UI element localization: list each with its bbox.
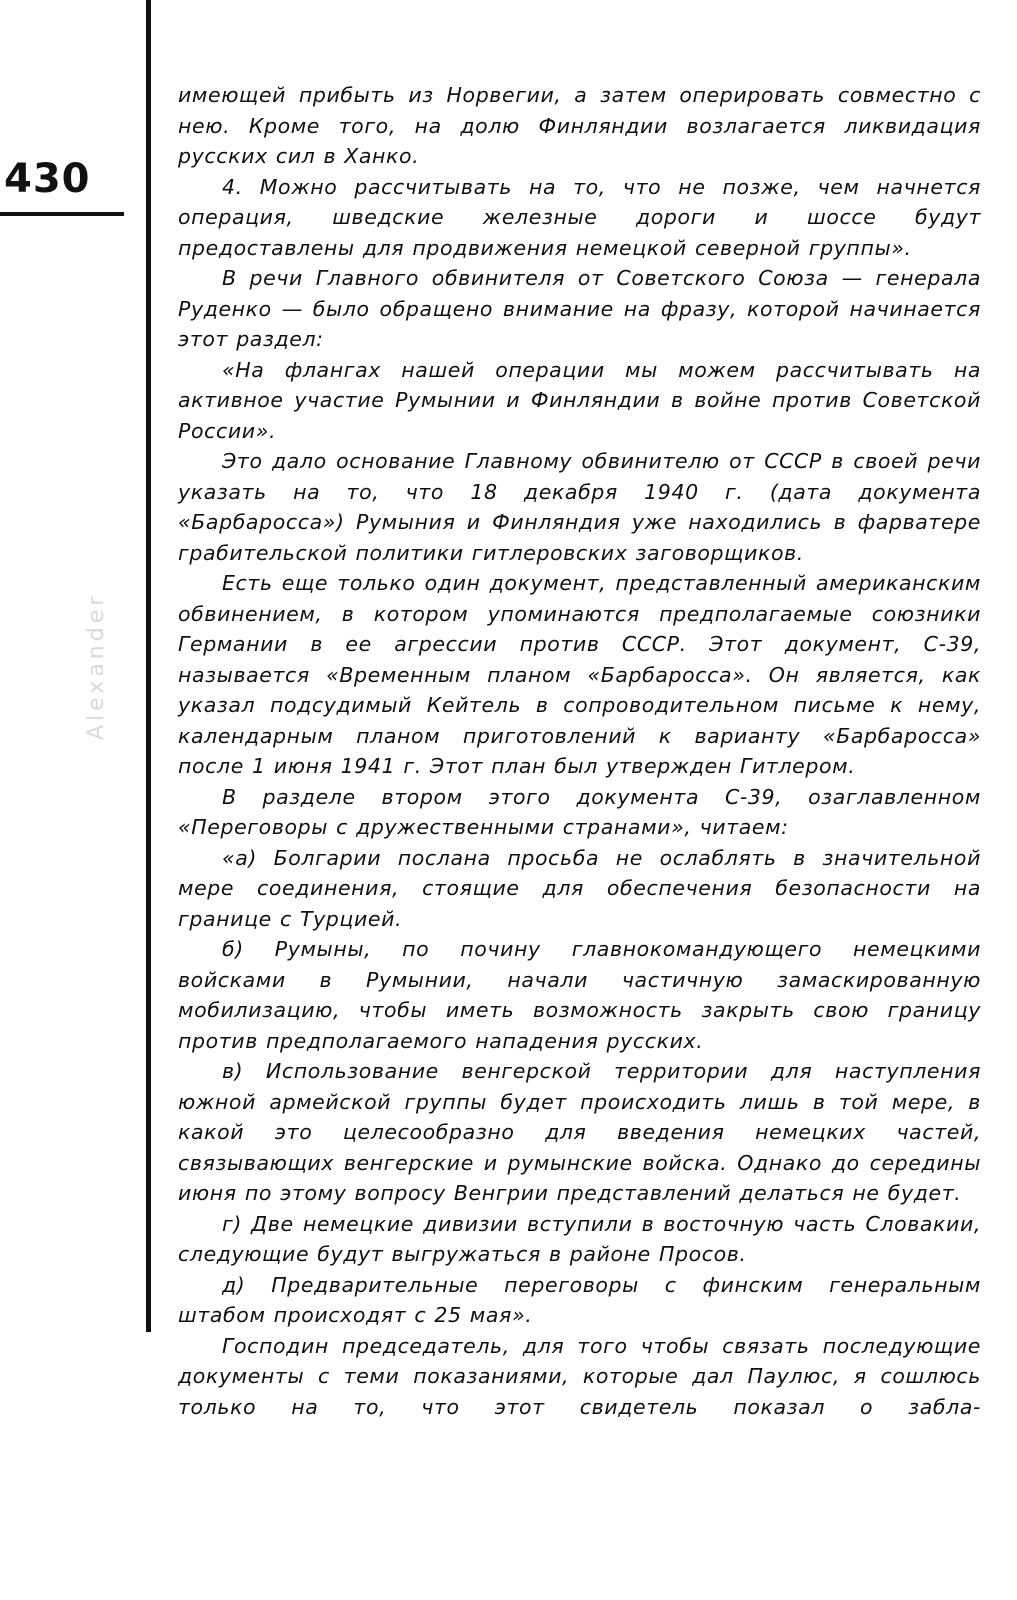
paragraph: Есть еще только один документ, представленный американским обвинением, в котором упоминаются предполагаемые союзники Германии в ее агрессии против СССР. Этот документ, С-39, называется «Временным планом «Барбаросса». Он является, как указал подсудимый Кейтель в сопроводительном письме к нему, календарным планом приготовлений к варианту «Барбаросса» после 1 июня 1941 г. Этот план был утвержден Гитлером. — [178, 571, 981, 778]
paragraph: В речи Главного обвинителя от Советского Союза — генерала Руденко — было обращено внимание на фразу, которой начинается этот раздел: — [178, 266, 981, 351]
margin-rule — [146, 0, 151, 1332]
quote-item-b: б) Румыны, по почину главнокомандующего немецкими войсками в Румынии, начали частичную замаскированную мобилизацию, чтобы иметь возможность закрыть свою границу против предполагаемого нападения русских. — [178, 937, 981, 1053]
paragraph: В разделе втором этого документа С-39, озаглавленном «Переговоры с дружественными странами», читаем: — [178, 784, 981, 839]
paragraph: имеющей прибыть из Норвегии, а затем оперировать совместно с нею. Кроме того, на долю Финляндии возлагается ликвидация русских сил в Ханко. — [178, 83, 981, 168]
page-number-rule — [0, 212, 124, 216]
page-number: 430 — [4, 156, 91, 202]
quote-paragraph: «На флангах нашей операции мы можем рассчитывать на активное участие Румынии и Финляндии в войне против Советской России». — [178, 357, 981, 443]
quote-item-g: г) Две немецкие дивизии вступили в восточную часть Словакии, следующие будут выгружаться в районе Просов. — [178, 1211, 981, 1266]
quote-item-v: в) Использование венгерской территории для наступления южной армейской группы будет происходить лишь в той мере, в какой это целесообразно для введения немецких частей, связывающих венгерские и румынские войска. Однако до середины июня по этому вопросу Венгрии представлений делаться не будет. — [178, 1059, 981, 1205]
paragraph: Это дало основание Главному обвинителю от СССР в своей речи указать на то, что 18 декабря 1940 г. (дата документа «Барбаросса») Румыния и Финляндия уже находились в фарватере грабительской политики гитлеровских заговорщиков. — [178, 449, 981, 565]
paragraph: 4. Можно рассчитывать на то, что не позже, чем начнется операция, шведские железные дороги и шоссе будут предоставлены для продвижения немецкой северной группы». — [178, 174, 981, 260]
quote-item-a: «а) Болгарии послана просьба не ослаблять в значительной мере соединения, стоящие для обеспечения безопасности на границе с Турцией. — [178, 845, 981, 931]
paragraph: Господин председатель, для того чтобы связать последующие документы с теми показаниями, которые дал Паулюс, я сошлюсь только на то, что этот свидетель показал о забла- — [178, 1333, 981, 1419]
watermark: Alexander — [84, 592, 109, 740]
quote-item-d: д) Предварительные переговоры с финским генеральным штабом происходят с 25 мая». — [178, 1272, 981, 1327]
body-text — [178, 80, 981, 1422]
